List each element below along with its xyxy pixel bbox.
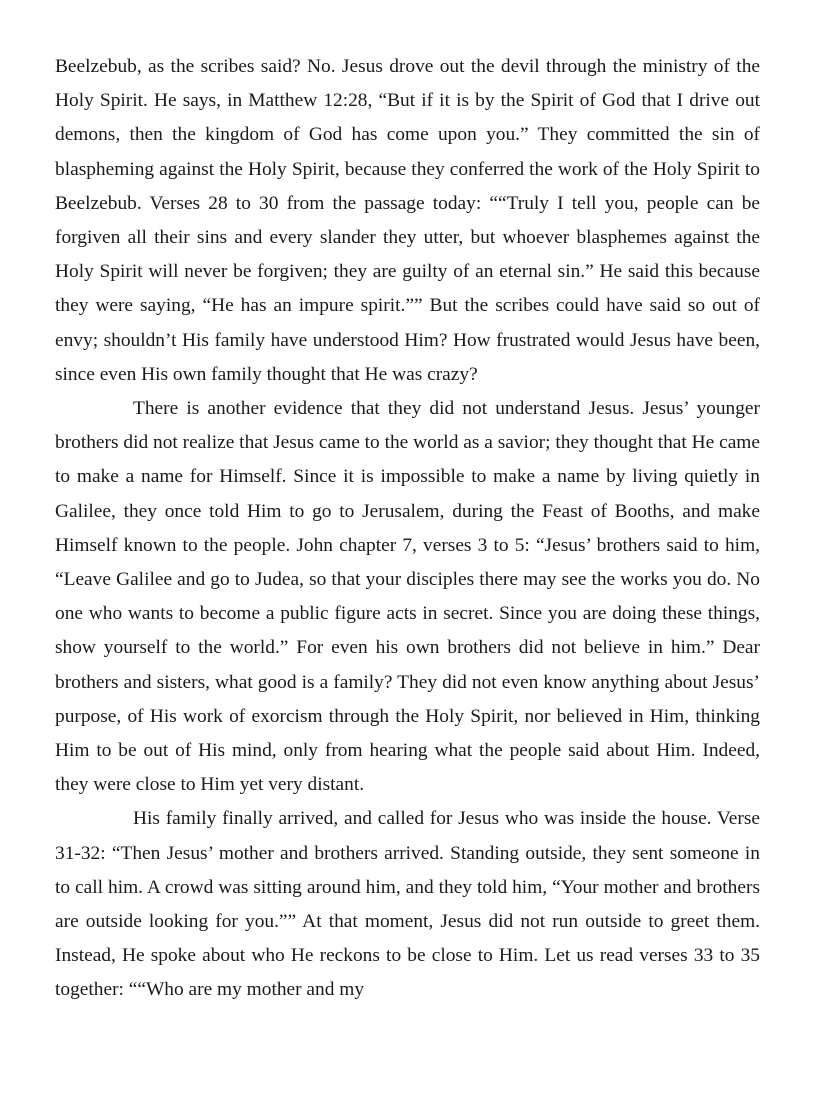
paragraph-2: There is another evidence that they did not understand Jesus. Jesus’ younger brothers did not realize that Jesus came to the world as a savior; they thought that He came to make a name for Himself. Since it is impossible to make a name by living quietly in Galilee, they once told Him to go to Jerusalem, during the Feast of Booths, and make Himself known to the people. John chapter 7, verses 3 to 5: “Jesus’ brothers said to him, “Leave Galilee and go to Judea, so that your disciples there may see the works you do. No one who wants to become a public figure acts in secret. Since you are doing these things, show yourself to the world.” For even his own brothers did not believe in him.” Dear brothers and sisters, what good is a family? They did not even know anything about Jesus’ purpose, of His work of exorcism through the Holy Spirit, nor believed in Him, thinking Him to be out of His mind, only from hearing what the people said about Him. Indeed, they were close to Him yet very distant. (55, 398, 760, 796)
paragraph-3: His family finally arrived, and called for Jesus who was inside the house. Verse 31-32: “Then Jesus’ mother and brothers arrived. Standing outside, they sent someone in to call him. A crowd was sitting around him, and they told him, “Your mother and brothers are outside looking for you.”” At that moment, Jesus did not run outside to greet them. Instead, He spoke about who He reckons to be close to Him. Let us read verses 33 to 35 together: ““Who are my mother and my (55, 808, 760, 1001)
document-page (55, 50, 760, 1008)
paragraph-1: Beelzebub, as the scribes said? No. Jesus drove out the devil through the ministry of the Holy Spirit. He says, in Matthew 12:28, “But if it is by the Spirit of God that I drive out demons, then the kingdom of God has come upon you.” They committed the sin of blaspheming against the Holy Spirit, because they conferred the work of the Holy Spirit to Beelzebub. Verses 28 to 30 from the passage today: ““Truly I tell you, people can be forgiven all their sins and every slander they utter, but whoever blasphemes against the Holy Spirit will never be forgiven; they are guilty of an eternal sin.” He said this because they were saying, “He has an impure spirit.”” But the scribes could have said so out of envy; shouldn’t His family have understood Him? How frustrated would Jesus have been, since even His own family thought that He was crazy? (55, 56, 760, 385)
